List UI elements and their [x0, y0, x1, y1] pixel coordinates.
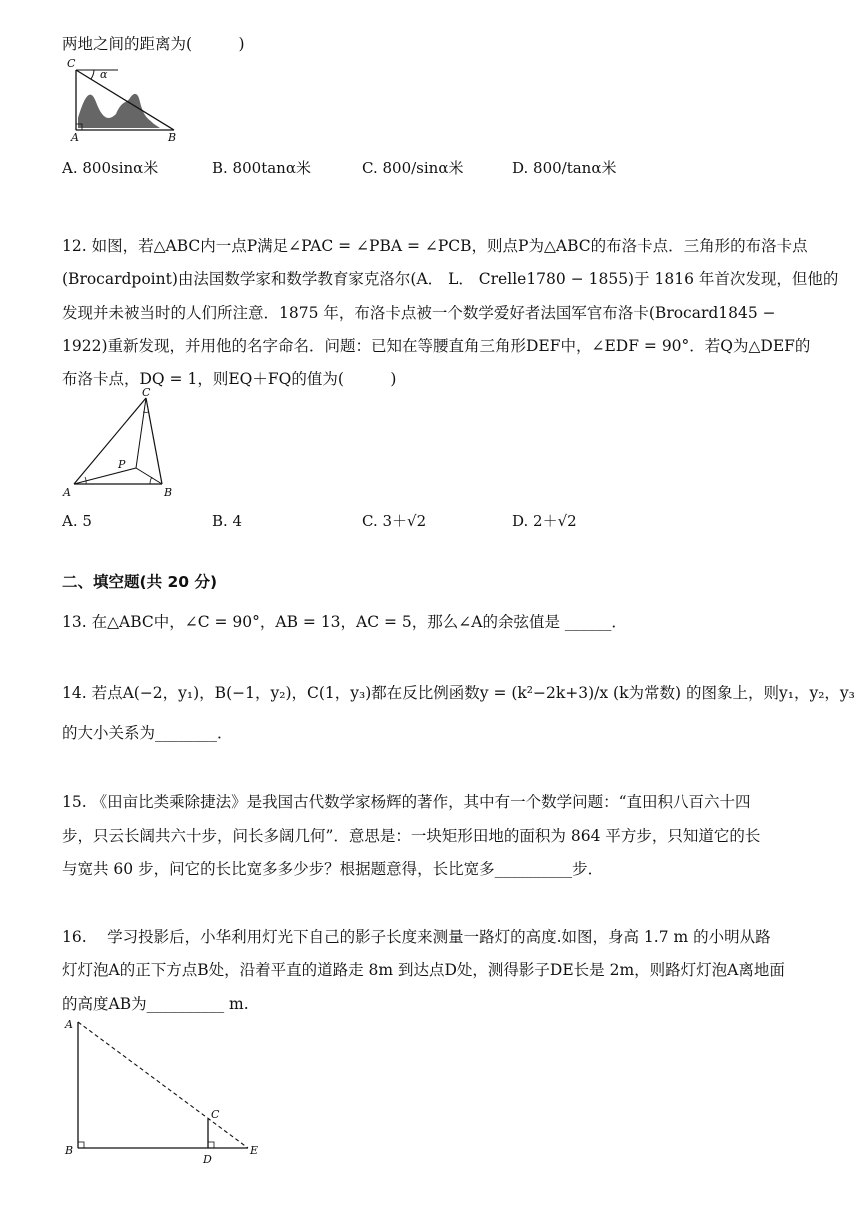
- q12-line-2: (Brocardpoint)由法国数学家和数学教育家克洛尔(A． L． Crelle1780 − 1855)于 1816 年首次发现，但他的: [62, 270, 839, 288]
- q12-line-1: 12. 如图，若△ABC内一点P满足∠PAC = ∠PBA = ∠PCB，则点P为△ABC的布洛卡点．三角形的布洛卡点: [62, 237, 808, 255]
- q16-label-b: B: [65, 1144, 74, 1157]
- q12-line-4: 1922)重新发现，并用他的名字命名．问题：已知在等腰直角三角形DEF中，∠EDF = 90°．若Q为△DEF的: [62, 337, 811, 355]
- q12-option-b: B. 4: [212, 512, 243, 530]
- q16-line-3: 的高度AB为__________ m.: [62, 995, 249, 1013]
- q14-line-2: 的大小关系为________．: [62, 724, 233, 742]
- q11-option-c: C. 800/sinα米: [362, 159, 464, 177]
- q12-label-b: B: [164, 486, 173, 499]
- q12-label-p: P: [118, 458, 126, 471]
- q12-line-3: 发现并未被当时的人们所注意．1875 年，布洛卡点被一个数学爱好者法国军官布洛卡(Brocard1845 −: [62, 304, 776, 322]
- q16-figure: [60, 1010, 270, 1166]
- q11-label-a: A: [71, 131, 79, 144]
- q16-line-2: 灯灯泡A的正下方点B处，沿着平直的道路走 8m 到达点D处，测得影子DE长是 2m，则路灯灯泡A离地面: [62, 961, 785, 979]
- q12-label-c: C: [142, 386, 151, 399]
- q11-stem-tail: 两地之间的距离为( ): [62, 35, 245, 53]
- q12-label-a: A: [63, 486, 71, 499]
- q15-line-2: 步，只云长阔共六十步，问长多阔几何”．意思是：一块矩形田地的面积为 864 平方步，只知道它的长: [62, 827, 761, 845]
- q11-figure: [60, 58, 190, 142]
- q11-option-a: A. 800sinα米: [62, 159, 159, 177]
- q12-option-d: D. 2＋√2: [512, 512, 577, 530]
- q12-option-c: C. 3＋√2: [362, 512, 427, 530]
- q11-option-b: B. 800tanα米: [212, 159, 311, 177]
- section-title-fill-in: 二、填空题(共 20 分): [62, 573, 218, 591]
- q16-label-c: C: [211, 1108, 220, 1121]
- q15-line-1: 15. 《田亩比类乘除捷法》是我国古代数学家杨辉的著作，其中有一个数学问题：“直田积八百六十四: [62, 793, 751, 811]
- q13-text: 13. 在△ABC中，∠C = 90°，AB = 13，AC = 5，那么∠A的余弦值是 ______．: [62, 613, 627, 631]
- q11-label-b: B: [168, 131, 177, 144]
- q11-option-d: D. 800/tanα米: [512, 159, 617, 177]
- q12-line-5: 布洛卡点，DQ = 1，则EQ＋FQ的值为( ): [62, 370, 397, 388]
- q15-line-3: 与宽共 60 步，问它的长比宽多多少步？根据题意得，长比宽多__________步．: [62, 860, 604, 878]
- q16-label-d: D: [203, 1153, 212, 1166]
- q16-label-e: E: [250, 1144, 259, 1157]
- q11-label-c: C: [67, 57, 76, 70]
- q12-option-a: A. 5: [62, 512, 92, 530]
- q12-figure: [60, 386, 186, 504]
- q11-label-alpha: α: [100, 68, 108, 81]
- q16-label-a: A: [65, 1018, 73, 1031]
- q14-line-1: 14. 若点A(−2，y₁)，B(−1，y₂)，C(1，y₃)都在反比例函数y = (k²−2k+3)/x (k为常数) 的图象上，则y₁，y₂，y₃: [62, 684, 855, 702]
- q16-line-1: 16. 学习投影后，小华利用灯光下自己的影子长度来测量一路灯的高度.如图，身高 1.7 m 的小明从路: [62, 928, 771, 946]
